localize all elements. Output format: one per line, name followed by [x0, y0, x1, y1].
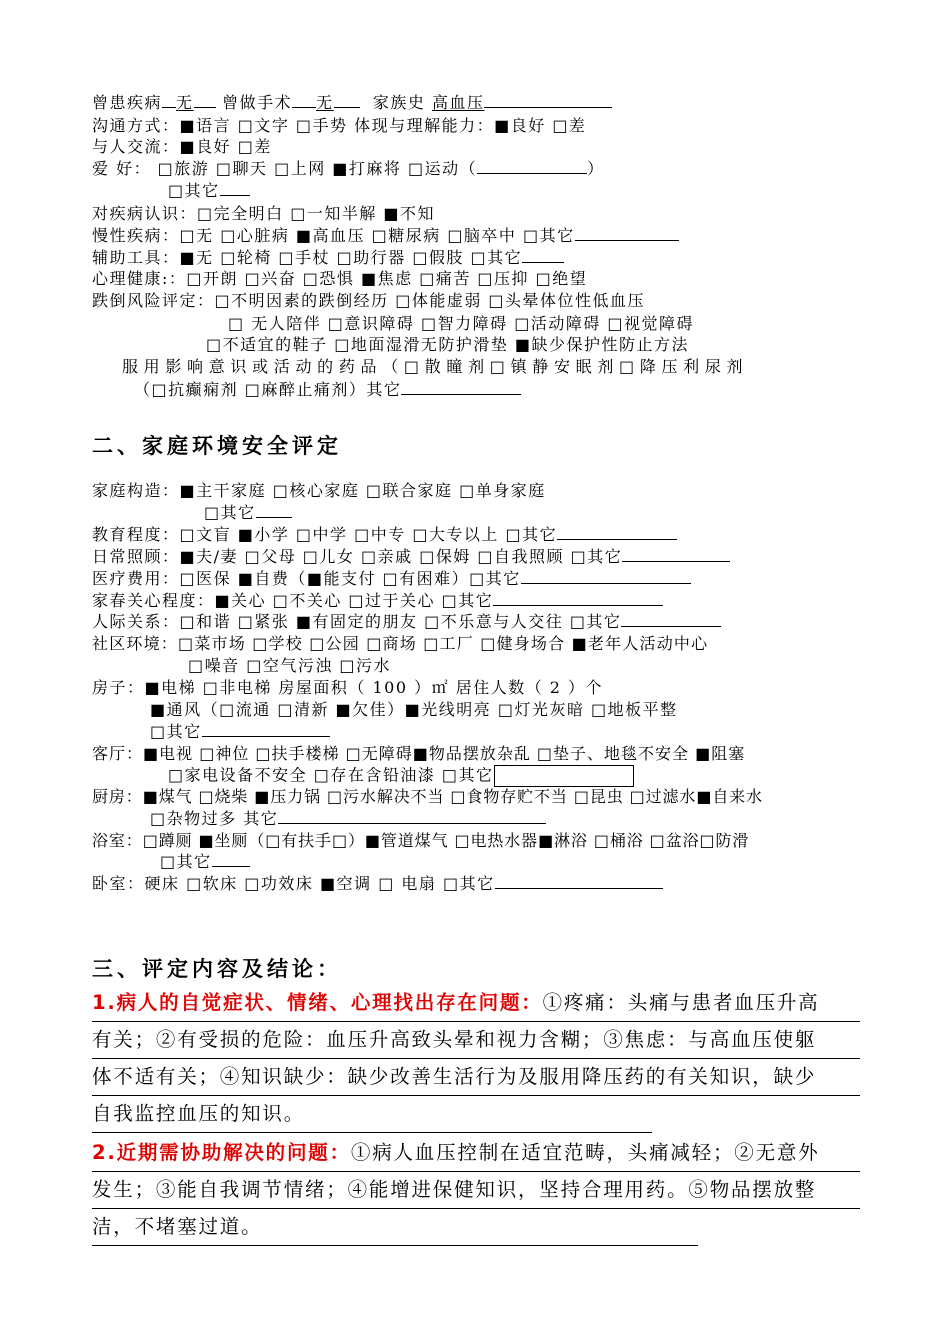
fall-risk-row-2: □ 无人陪伴 □意识障碍 □智力障碍 □活动障碍 □视觉障碍	[228, 314, 695, 333]
house-other: □其它	[150, 722, 920, 742]
kitchen-row: 厨房：■煤气 □烧柴 ■压力锅 □污水解决不当 □食物存贮不当 □昆虫 □过滤水■自来水	[92, 787, 764, 806]
bedroom-row: 卧室：硬床 □软床 □功效床 ■空调 □ 电扇 □其它	[92, 874, 862, 894]
community-row: 社区环境：□菜市场 □学校 □公园 □商场 □工厂 □健身场合 ■老年人活动中心	[92, 634, 709, 653]
communication-row: 沟通方式：■语言 □文字 □手势 体现与理解能力：■良好 □差	[92, 116, 587, 135]
problem-1-title: 1.病人的自觉症状、情绪、心理找出存在问题：	[92, 991, 543, 1014]
family-structure-other: □其它	[204, 503, 950, 523]
family-history-value: 高血压	[431, 93, 485, 112]
history-value: 无	[176, 93, 194, 112]
house-row: 房子：■电梯 □非电梯 房屋面积（ 100 ）㎡ 居住人数（ 2 ）个	[92, 678, 604, 697]
house-row-2: ■通风（□流通 □清新 ■欠佳）■光线明亮 □灯光灰暗 □地板平整	[150, 700, 678, 719]
history-row: 曾患疾病 无 曾做手术 无 家族史 高血压	[92, 93, 862, 113]
community-row-2: □噪音 □空气污浊 □污水	[188, 656, 392, 675]
problem-2-title: 2.近期需协助解决的问题：	[92, 1141, 351, 1164]
problem-paragraph-2: 2.近期需协助解决的问题：①病人血压控制在适宜范畴，头痛减轻；②无意外 发生；③能自我调节情绪；④能增进保健知识，坚持合理用药。⑤物品摆放整 洁，不堵塞过道。	[92, 1135, 860, 1246]
fall-risk-row-3: □不适宜的鞋子 □地面湿滑无防护滑垫 ■缺少保护性防止方法	[206, 335, 690, 354]
social-row: 与人交流：■良好 □差	[92, 137, 272, 156]
medication-row-2: （□抗癫痫剂 □麻醉止痛剂）其它	[134, 380, 904, 400]
kitchen-row-2: □杂物过多 其它	[150, 809, 920, 829]
relationship-row: 人际关系：□和谐 □紧张 ■有固定的朋友 □不乐意与人交往 □其它	[92, 612, 862, 632]
living-room-row-2: □家电设备不安全 □存在含铅油漆 □其它	[168, 765, 938, 787]
family-structure-row: 家庭构造：■主干家庭 □核心家庭 □联合家庭 □单身家庭	[92, 481, 546, 500]
problem-paragraph-1: 1.病人的自觉症状、情绪、心理找出存在问题：①疼痛：头痛与患者血压升高 有关；②有受损的危险：血压升高致头晕和视力含糊；③焦虑：与高血压使躯 体不适有关；④知识缺少：缺少改善生活行为及服用降压药的有关知识，缺少 自我监控血压的知识。	[92, 985, 860, 1133]
mental-health-row: 心理健康:：□开朗 □兴奋 □恐惧 ■焦虑 □痛苦 □压抑 □绝望	[92, 269, 588, 288]
section-heading-environment: 二、家庭环境安全评定	[92, 434, 342, 458]
chronic-disease-row: 慢性疾病：□无 □心脏病 ■高血压 □糖尿病 □脑卒中 □其它	[92, 226, 862, 246]
bathroom-other: □其它	[160, 852, 930, 872]
hobby-row: 爱 好： □旅游 □聊天 □上网 ■打麻将 □运动（ ）	[92, 159, 605, 178]
disease-awareness-row: 对疾病认识：□完全明白 □一知半解 ■不知	[92, 204, 436, 223]
assistive-tools-row: 辅助工具：■无 □轮椅 □手杖 □助行器 □假肢 □其它	[92, 248, 862, 268]
family-care-row: 家春关心程度：■关心 □不关心 □过于关心 □其它	[92, 591, 862, 611]
daily-care-row: 日常照顾：■夫/妻 □父母 □儿女 □亲戚 □保姆 □自我照顾 □其它	[92, 547, 862, 567]
education-row: 教育程度：□文盲 ■小学 □中学 □中专 □大专以上 □其它	[92, 525, 862, 545]
fall-risk-row: 跌倒风险评定：□不明因素的跌倒经历 □体能虚弱 □头晕体位性低血压	[92, 291, 646, 310]
bathroom-row: 浴室：□蹲厕 ■坐厕（□有扶手□）■管道煤气 □电热水器■淋浴 □桶浴 □盆浴□防滑	[92, 831, 750, 850]
section-heading-conclusion: 三、评定内容及结论：	[92, 957, 342, 981]
medical-cost-row: 医疗费用：□医保 ■自费（■能支付 □有困难）□其它	[92, 569, 862, 589]
surgery-value: 无	[316, 93, 334, 112]
living-room-row: 客厅：■电视 □神位 □扶手楼梯 □无障碍■物品摆放杂乱 □垫子、地毯不安全 ■阻塞	[92, 744, 746, 763]
medication-row: 服 用 影 响 意 识 或 活 动 的 药 品 （ □ 散 瞳 剂 □ 镇 静 安 眠 剂 □ 降 压 利 尿 剂	[122, 357, 743, 376]
hobby-other-row: □其它	[168, 181, 938, 201]
